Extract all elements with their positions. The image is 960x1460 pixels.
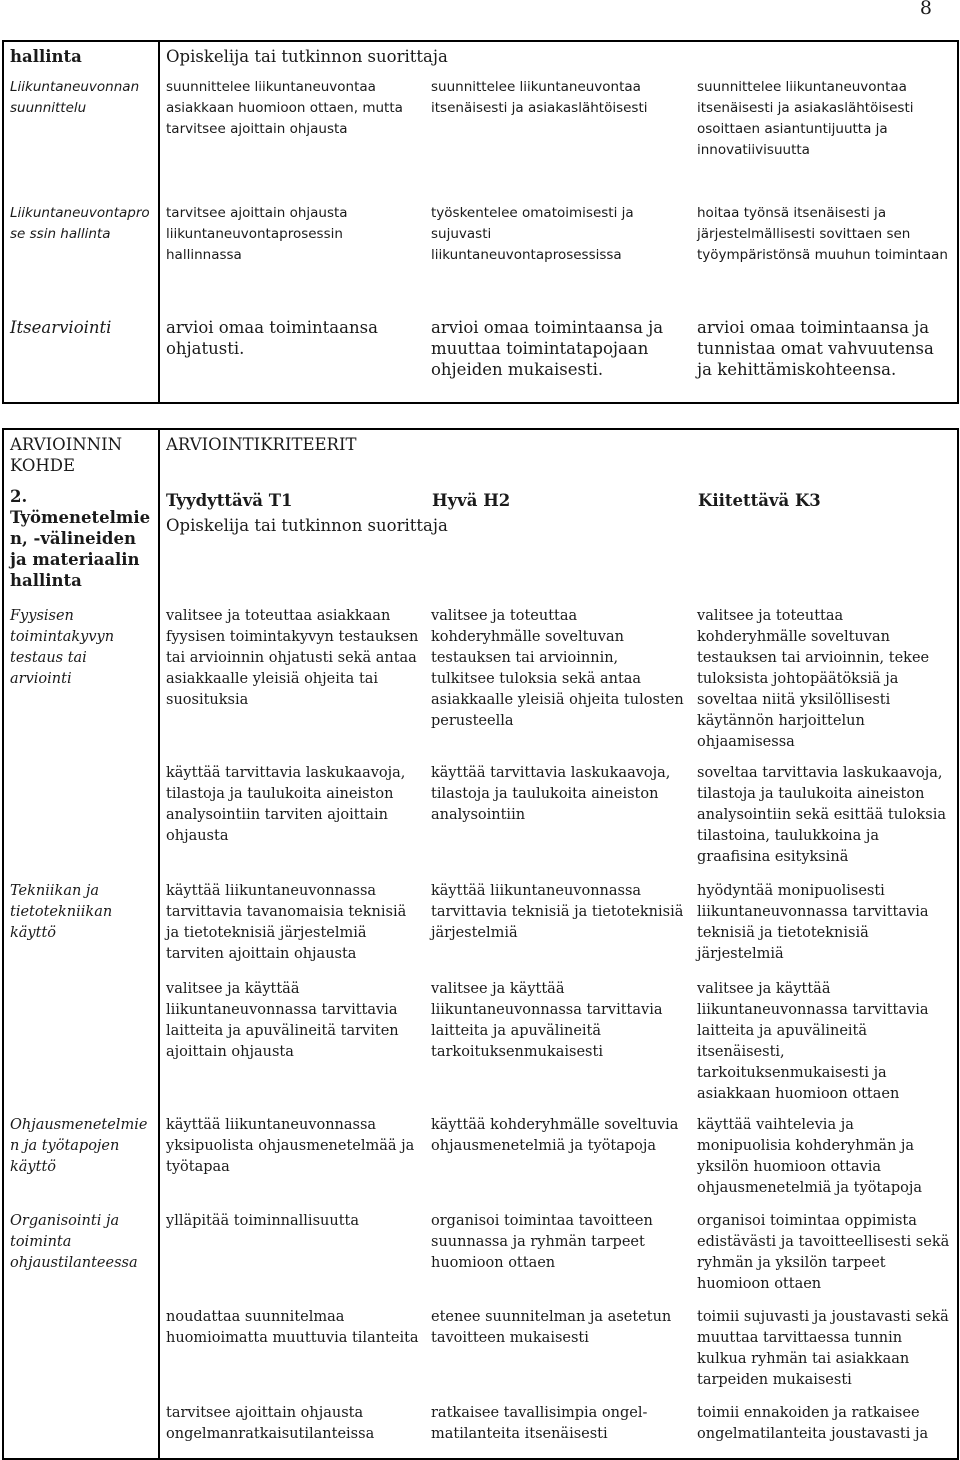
criteria-t1: tarvitsee ajoittain ohjausta ongelmanratkaisutilanteissa: [166, 1405, 375, 1442]
criteria-k3: organisoi toimintaa oppimista edistävästi ja tavoitteellisesti sekä ryhmän ja yksilön tarpeet huomioon ottaen: [697, 1213, 950, 1292]
level-k3: Kiitettävä K3: [698, 491, 821, 510]
level-t1: Tyydyttävä T1: [166, 491, 293, 510]
criteria-h2: valitsee ja toteuttaa kohderyhmälle soveltuvan testauksen tai arvioinnin, tulkitsee tuloksia sekä antaa asiakkaalle yleisiä ohjeita tulosten perusteella: [431, 608, 684, 729]
criteria-h2: ratkaisee tavallisimpia ongel-matilanteita itsenäisesti: [431, 1405, 648, 1442]
criteria-k3: valitsee ja toteuttaa kohderyhmälle soveltuvan testauksen tai arvioinnin, tekee tuloksista johtopäätöksiä ja soveltaa niitä yksilöllisesti käytännön harjoittelun ohjaamisessa: [697, 608, 930, 750]
row-label: Tekniikan ja tietotekniikan käyttö: [3, 877, 159, 975]
criteria-t1: ylläpitää toiminnallisuutta: [166, 1213, 359, 1229]
row-label: [3, 1303, 159, 1399]
header-arviointikriteerit: ARVIOINTIKRITEERIT: [166, 435, 357, 454]
criteria-h2: käyttää liikuntaneuvonnassa tarvittavia teknisiä ja tietoteknisiä järjestelmiä: [431, 883, 684, 941]
criteria-h2: käyttää tarvittavia laskukaavoja, tilastoja ja taulukoita aineiston analysointiin: [431, 765, 671, 823]
section-title: 2. Työmenetelmien, -välineiden ja materiaalin hallinta: [3, 482, 159, 602]
criteria-t1: arvioi omaa toimintaansa ohjatusti.: [166, 318, 378, 358]
criteria-t1: suunnittelee liikuntaneuvontaa asiakkaan huomioon ottaen, mutta tarvitsee ajoittain ohjausta: [166, 79, 403, 137]
page-number: 8: [919, 0, 932, 19]
criteria-k3: käyttää vaihtelevia ja monipuolisia kohderyhmän ja yksilön huomioon ottavia ohjausmenetelmiä ja työtapoja: [697, 1117, 923, 1196]
row-label: [3, 759, 159, 877]
criteria-k3: toimii sujuvasti ja joustavasti sekä muuttaa tarvittaessa tunnin kulkua ryhmän tai asiakkaan tarpeiden mukaisesti: [697, 1309, 949, 1388]
row-label: Itsearviointi: [3, 313, 159, 403]
criteria-h2: arvioi omaa toimintaansa ja muuttaa toimintatapojaan ohjeiden mukaisesti.: [431, 318, 664, 379]
criteria-k3: hoitaa työnsä itsenäisesti ja järjestelmällisesti sovittaen sen työympäristönsä muuhun toimintaan: [697, 205, 948, 263]
criteria-t1: noudattaa suunnitelmaa huomioimatta muuttuvia tilanteita: [166, 1309, 419, 1346]
criteria-t1: käyttää tarvittavia laskukaavoja, tilastoja ja taulukoita aineiston analysointiin tarviten ajoittain ohjausta: [166, 765, 406, 844]
criteria-k3: toimii ennakoiden ja ratkaisee ongelmatilanteita joustavasti ja: [697, 1405, 929, 1442]
row-label: Liikuntaneuvontaprose ssin hallinta: [3, 199, 159, 313]
criteria-k3: valitsee ja käyttää liikuntaneuvonnassa tarvittavia laitteita ja apuvälineitä itsenäisesti, tarkoituksenmukaisesti ja asiakkaan huomioon ottaen: [697, 981, 929, 1102]
criteria-table-top: [2, 40, 959, 404]
criteria-k3: arvioi omaa toimintaansa ja tunnistaa omat vahvuutensa ja kehittämiskohteensa.: [697, 318, 934, 379]
level-h2: Hyvä H2: [432, 491, 511, 510]
criteria-h2: työskentelee omatoimisesti ja sujuvasti liikuntaneuvontaprosessissa: [431, 205, 634, 263]
criteria-t1: käyttää liikuntaneuvonnassa tarvittavia tavanomaisia teknisiä ja tietoteknisiä järjestelmiä tarviten ajoittain ohjausta: [166, 883, 407, 962]
row-label: [3, 1399, 159, 1459]
criteria-h2: suunnittelee liikuntaneuvontaa itsenäisesti ja asiakaslähtöisesti: [431, 79, 648, 116]
table-header-hallinta: hallinta: [3, 41, 159, 73]
row-label: [3, 975, 159, 1111]
criteria-table-bottom: [2, 428, 959, 1460]
criteria-t1: käyttää liikuntaneuvonnassa yksipuolista ohjausmenetelmää ja työtapaa: [166, 1117, 415, 1175]
criteria-k3: suunnittelee liikuntaneuvontaa itsenäisesti ja asiakaslähtöisesti osoittaen asiantuntijuutta ja innovatiivisuutta: [697, 79, 914, 158]
header-arvioinnin-kohde: ARVIOINNIN KOHDE: [3, 429, 159, 482]
criteria-h2: etenee suunnitelman ja asetetun tavoitteen mukaisesti: [431, 1309, 672, 1346]
criteria-t1: valitsee ja käyttää liikuntaneuvonnassa tarvittavia laitteita ja apuvälineitä tarviten ajoittain ohjausta: [166, 981, 399, 1060]
criteria-k3: hyödyntää monipuolisesti liikuntaneuvonnassa tarvittavia teknisiä ja tietoteknisiä järjestelmiä: [697, 883, 929, 962]
table-subheader: Opiskelija tai tutkinnon suorittaja: [166, 516, 448, 535]
criteria-t1: tarvitsee ajoittain ohjausta liikuntaneuvontaprosessin hallinnassa: [166, 205, 348, 263]
row-label: Ohjausmenetelmien ja työtapojen käyttö: [3, 1111, 159, 1207]
table-subheader: Opiskelija tai tutkinnon suorittaja: [166, 47, 448, 66]
criteria-k3: soveltaa tarvittavia laskukaavoja, tilastoja ja taulukoita aineiston analysointiin sekä esittää tuloksia tilastoina, taulukkoina ja graafisina esityksinä: [697, 765, 946, 865]
row-label: Organisointi ja toiminta ohjaustilanteessa: [3, 1207, 159, 1303]
criteria-h2: valitsee ja käyttää liikuntaneuvonnassa tarvittavia laitteita ja apuvälineitä tarkoituksenmukaisesti: [431, 981, 663, 1060]
criteria-t1: valitsee ja toteuttaa asiakkaan fyysisen toimintakyvyn testauksen tai arvioinnin ohjatusti sekä antaa asiakkaalle yleisiä ohjeita tai suosituksia: [166, 608, 419, 708]
criteria-h2: organisoi toimintaa tavoitteen suunnassa ja ryhmän tarpeet huomioon ottaen: [431, 1213, 653, 1271]
criteria-h2: käyttää kohderyhmälle soveltuvia ohjausmenetelmiä ja työtapoja: [431, 1117, 679, 1154]
row-label: Liikuntaneuvonnan suunnittelu: [3, 73, 159, 199]
row-label: Fyysisen toimintakyvyn testaus tai arviointi: [3, 602, 159, 759]
